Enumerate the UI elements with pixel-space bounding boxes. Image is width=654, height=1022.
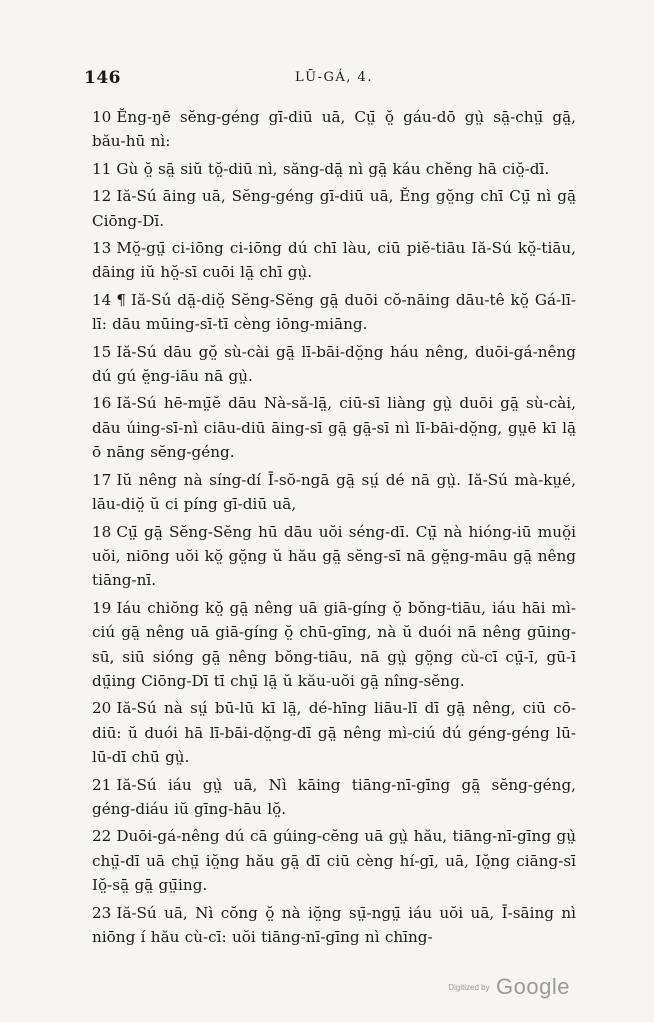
verse-number: 19 bbox=[92, 598, 112, 617]
verse bbox=[92, 773, 576, 822]
verse bbox=[92, 340, 576, 389]
verse-number: 15 bbox=[92, 342, 112, 361]
digitized-watermark bbox=[448, 974, 570, 1000]
verse-number: 18 bbox=[92, 522, 112, 541]
google-logo: Google bbox=[496, 974, 570, 999]
verse bbox=[92, 696, 576, 769]
page-header bbox=[84, 68, 584, 92]
verse-text: Mŏ̤-gṳ̄ ci-iōng ci-iōng dú chī làu, ciū piĕ-tiāu Iă-Sú kŏ̤-tiāu, dāing iŭ hŏ̤-sī cuōi lā̤ chī gṳ̀. bbox=[92, 239, 576, 282]
verse-number: 12 bbox=[92, 187, 112, 206]
verse bbox=[92, 184, 576, 233]
digitized-by-label: Digitized by bbox=[448, 982, 490, 992]
verse bbox=[92, 288, 576, 337]
verse bbox=[92, 468, 576, 517]
verse-text: Iă-Sú uā, Nì cŏng ŏ̤ nà iŏ̤ng sṳ̄-ngṳ̄ iáu uŏi uā, Ī-sāing nì niōng í hău cù-cī: uŏi tiāng-nī-gīng nì chīng- bbox=[92, 903, 576, 946]
verse bbox=[92, 824, 576, 897]
verse bbox=[92, 520, 576, 593]
pilcrow-mark: ¶ bbox=[116, 290, 126, 309]
verse bbox=[92, 105, 576, 154]
verse-text: Iă-Sú dā̤-diŏ̤ Sĕng-Sĕng gā̤ duōi cŏ-nāing dāu-tê kŏ̤ Gá-lī-lī: dāu mūing-sī-tī cèng iōng-miāng. bbox=[92, 290, 576, 334]
verse-number: 11 bbox=[92, 159, 112, 178]
verse-text: Duōi-gá-nêng dú cā gúing-cĕng uā gṳ̀ hău, tiāng-nī-gīng gṳ̀ chṳ̄-dī uā chṳ̄ iŏ̤ng hău gā̤ dī ciū cèng hí-gī, uā, Iŏ̤ng ciāng-sī Iŏ̤-sā̤ gā̤ gṳ̄ing. bbox=[92, 827, 576, 895]
verse bbox=[92, 596, 576, 694]
verse-number: 14 bbox=[92, 290, 112, 309]
verse bbox=[92, 901, 576, 950]
verse bbox=[92, 236, 576, 285]
verse-text: Ĕng-ŋē sĕng-géng gī-diū uā, Cṳ̄ ŏ̤ gáu-dō gṳ̀ sā̤-chṳ̄ gā̤, bău-hū nì: bbox=[92, 108, 576, 151]
verse-text: Iă-Sú iáu gṳ̀ uā, Nì kāing tiāng-nī-gīng gā̤ sĕng-géng, géng-diáu iŭ gīng-hāu lŏ̤. bbox=[92, 775, 576, 818]
verse-text: Iŭ nêng nà síng-dí Ī-sŏ-ngā gā̤ sṳ́ dé nā gṳ̀. Iă-Sú mà-kṳé, lāu-diŏ̤ ŭ ci píng gī-diū uā, bbox=[92, 470, 576, 514]
verse-text: Iă-Sú dāu gŏ̤ sù-cài gā̤ lī-bāi-dŏ̤ng háu nêng, duōi-gá-nêng dú gú ĕ̤ng-iāu nā gṳ̀. bbox=[92, 342, 576, 386]
verse-number: 10 bbox=[92, 108, 112, 126]
verse-text: Iáu chiŏng kŏ̤ gā̤ nêng uā giā-gíng ŏ̤ bŏng-tiāu, iáu hāi mì-ciú gā̤ nêng uā giā-gíng ŏ̤ chū-gīng, nà ŭ duói nā nêng gūing-sū, siū sióng gā̤ nêng bŏng-tiāu, nā gṳ̀ gŏ̤ng cù-cī cṳ̄-ī, gū-ī dṳ̄ing Ciōng-Dī tī chṳ̄ lā̤ ŭ kău-uŏi gā̤ nîng-sĕng. bbox=[92, 598, 576, 690]
verse-text: Iă-Sú āing uā, Sĕng-géng gī-diū uā, Ĕng gŏ̤ng chī Cṳ̄ nì gā̤ Ciōng-Dī. bbox=[92, 187, 576, 230]
verse-list bbox=[92, 105, 576, 952]
verse-text: Cṳ̄ gā̤ Sĕng-Sĕng hū dāu uŏi séng-dī. Cṳ̄ nà hióng-iū muŏ̤i uŏi, niōng uŏi kŏ̤ gŏ̤ng ŭ hău gā̤ sĕng-sī nā gĕ̤ng-māu gā̤ nêng tiāng-nī. bbox=[92, 522, 576, 590]
verse bbox=[92, 157, 576, 181]
verse-text: Gù ŏ̤ sā̤ siŭ tŏ̤-diū nì, săng-dā̤ nì gā̤ káu chĕng hā ciŏ̤-dī. bbox=[116, 159, 550, 178]
verse-number: 21 bbox=[92, 775, 112, 794]
page-number: 146 bbox=[84, 68, 121, 88]
verse-number: 20 bbox=[92, 699, 112, 718]
running-title: LŪ-GÁ, 4. bbox=[295, 70, 373, 85]
verse bbox=[92, 391, 576, 464]
verse-text: Iă-Sú nà sṳ́ bū-lū kī lā̤, dé-hīng liāu-lī dī gā̤ nêng, ciū cō-diū: ŭ duói hā lī-bāi-dŏ̤ng-dī gā̤ nêng mì-ciú dú géng-géng lū-lū-dī chū gṳ̀. bbox=[92, 699, 576, 767]
verse-number: 16 bbox=[92, 394, 112, 413]
verse-number: 17 bbox=[92, 470, 112, 489]
verse-number: 23 bbox=[92, 903, 112, 922]
verse-number: 13 bbox=[92, 239, 112, 258]
verse-text: Iă-Sú hē-mṳ̄ĕ dāu Nà-să-lā̤, ciū-sī liàng gṳ̀ duōi gā̤ sù-cài, dāu úing-sī-nì ciāu-diū āing-sī gā̤ gā̤-sī nì lī-bāi-dŏ̤ng, gṳē kī lā̤ ō nāng sĕng-géng. bbox=[92, 394, 576, 462]
verse-number: 22 bbox=[92, 827, 112, 846]
